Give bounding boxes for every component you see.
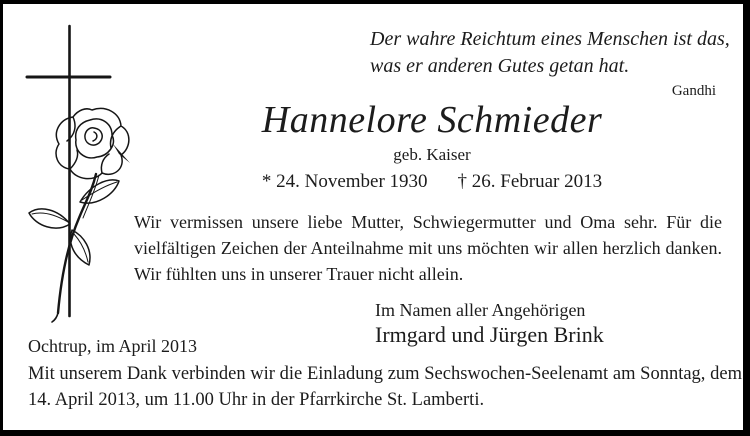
deceased-block (138, 99, 726, 193)
quote-attribution: Gandhi (671, 83, 716, 99)
signature-block (375, 299, 604, 348)
cross-and-rose-illustration (16, 16, 136, 326)
life-dates (138, 171, 726, 193)
rose-icon (29, 108, 130, 322)
on-behalf-label: Im Namen aller Angehörigen (375, 300, 586, 320)
place-date: Ochtrup, im April 2013 (28, 336, 197, 356)
maiden-name: geb. Kaiser (393, 145, 471, 164)
quote-line-1: Der wahre Reichtum eines Menschen ist das, (370, 28, 730, 50)
birth-date: * 24. November 1930 (261, 171, 428, 192)
quote-line-2: was er anderen Gutes getan hat. (370, 55, 630, 77)
death-date: † 26. Februar 2013 (457, 171, 603, 192)
memorial-quote (370, 26, 730, 100)
cross-icon (27, 26, 110, 316)
family-names: Irmgard und Jürgen Brink (375, 322, 604, 347)
deceased-name: Hannelore Schmieder (261, 99, 603, 141)
invitation-text: Mit unserem Dank verbinden wir die Einladung zum Sechswochen-Seelenamt am Sonntag, dem 14. April 2013, um 11.00 Uhr in der Pfarrkirche St. Lamberti. (28, 364, 742, 410)
thanks-message: Wir vermissen unsere liebe Mutter, Schwiegermutter und Oma sehr. Für die vielfältigen Zeichen der Anteilnahme mit uns möchten wir allen herzlich danken. Wir fühlten uns in unserer Trauer nicht allein. (134, 212, 722, 284)
